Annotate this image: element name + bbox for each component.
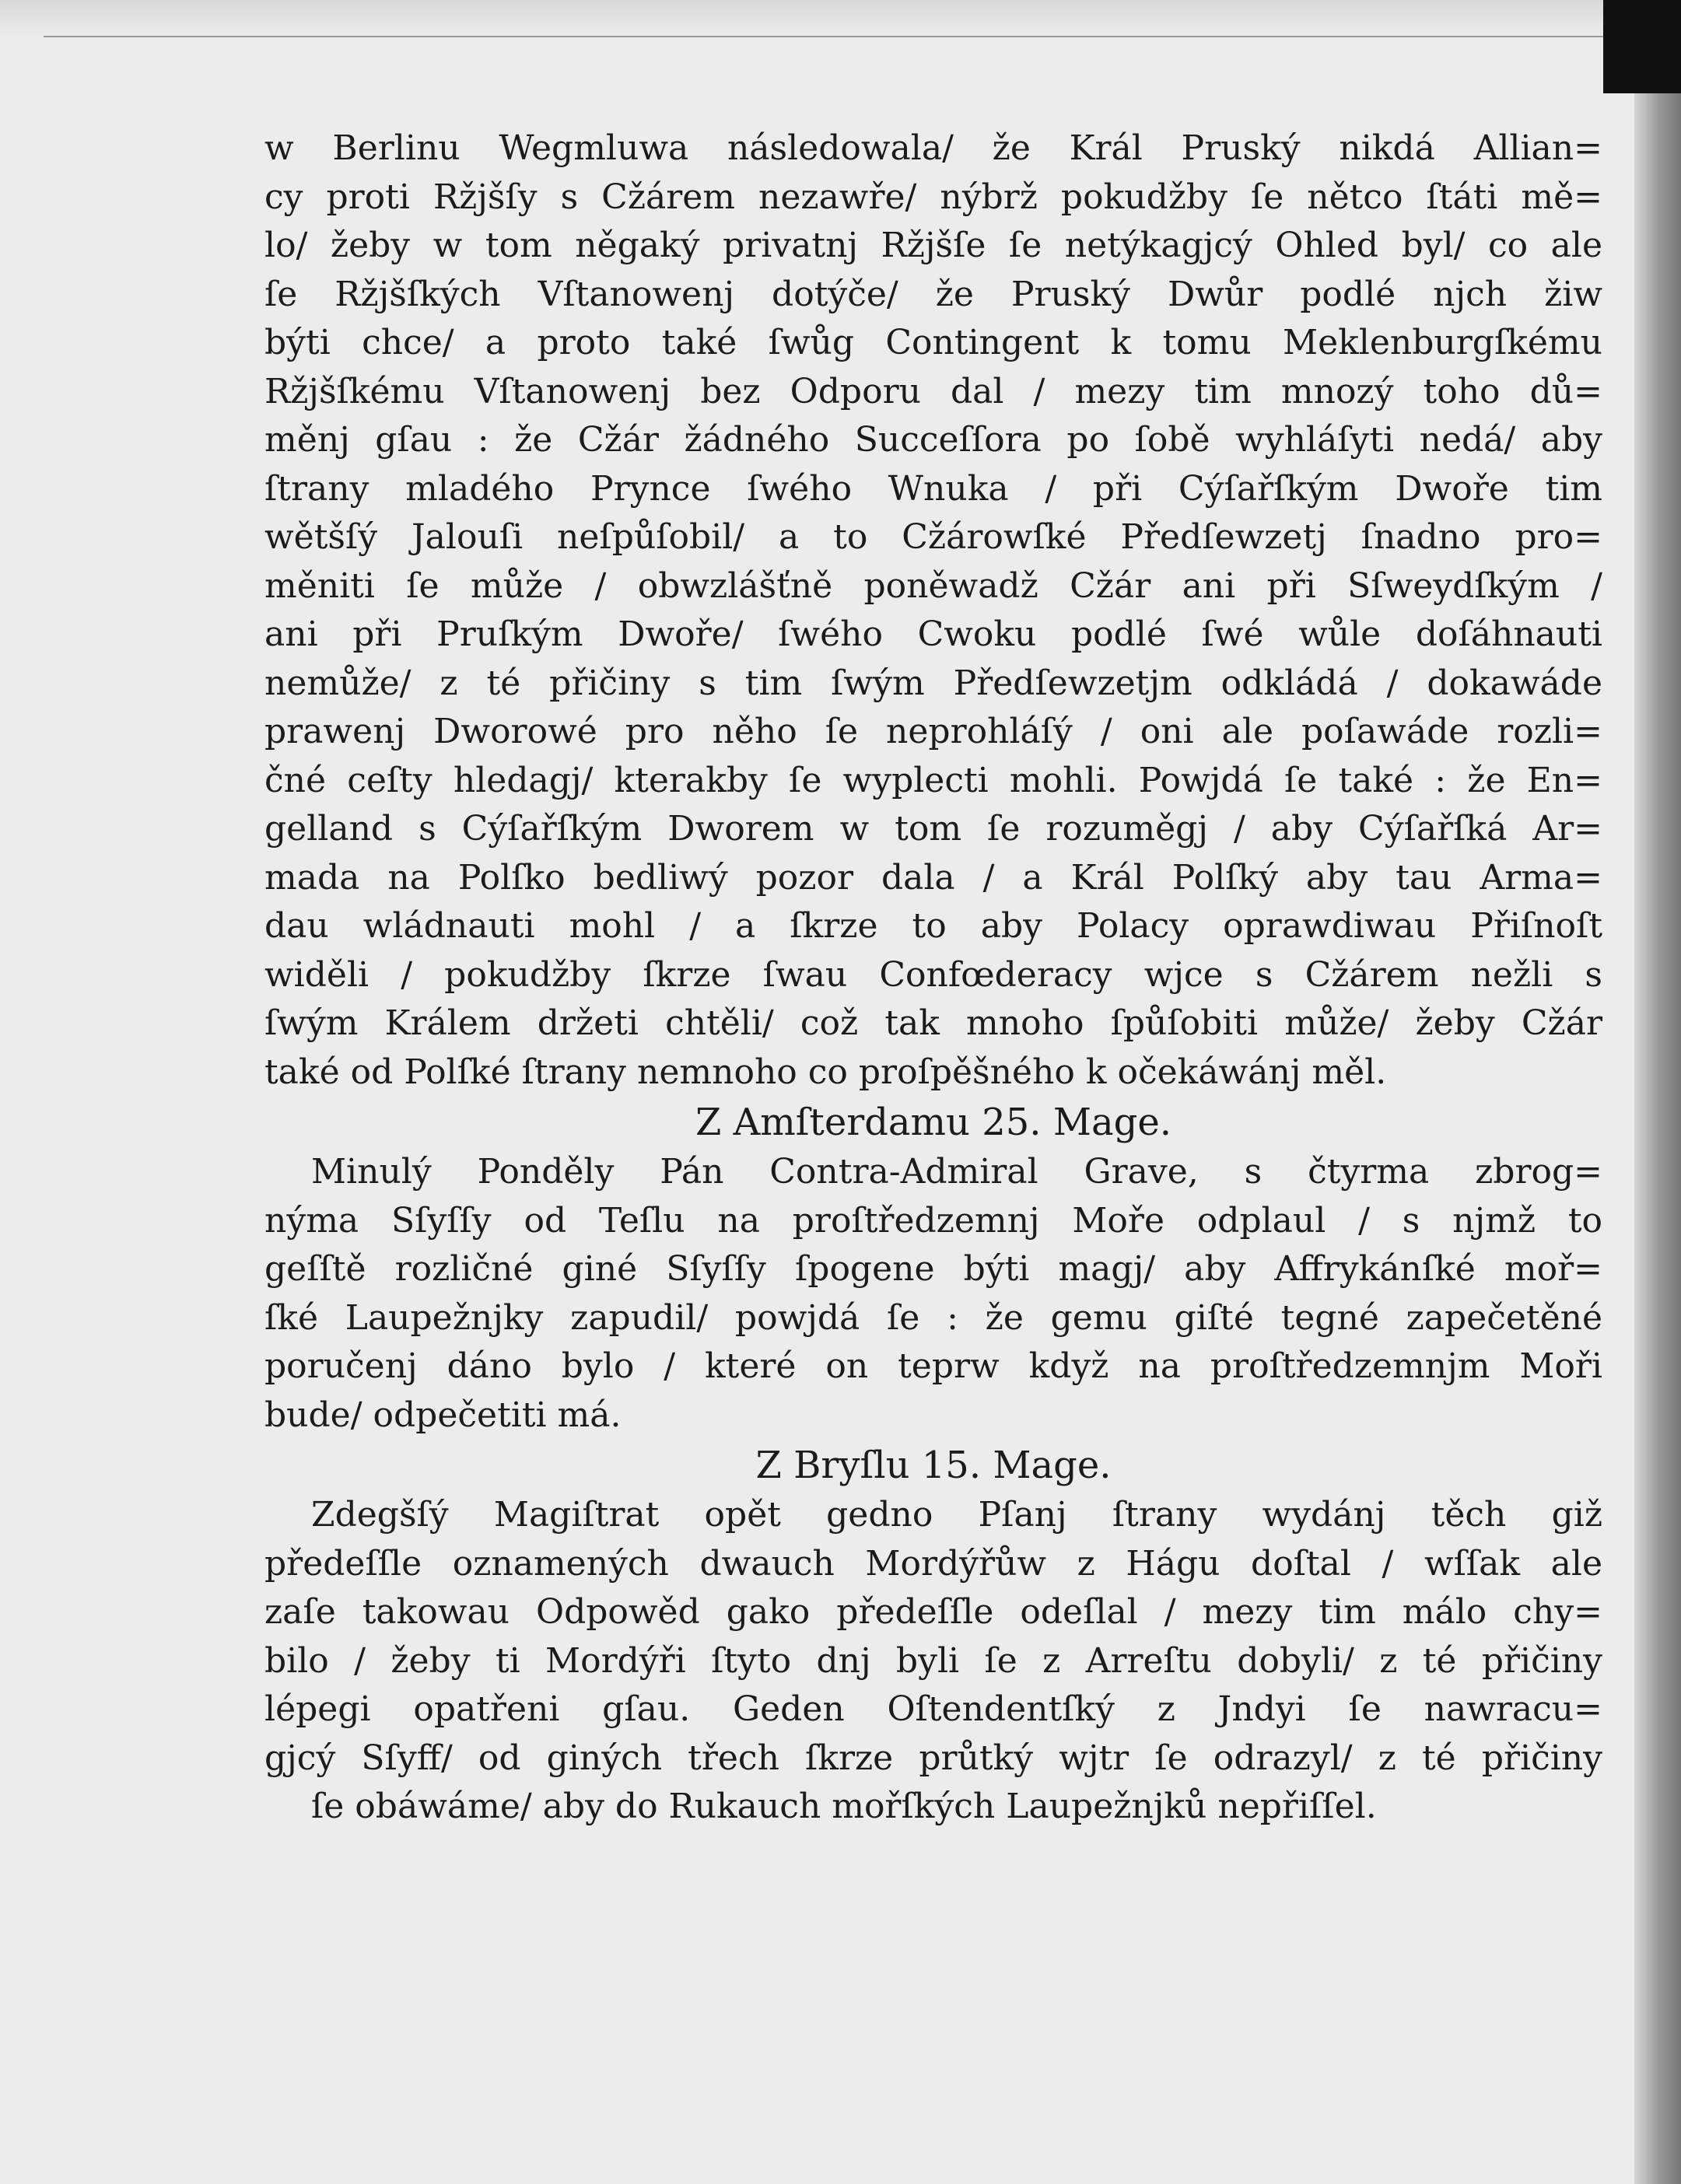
text-line: dau wládnauti mohl / a ſkrze to aby Polacy oprawdiwau Přiſnoſt — [264, 906, 1602, 946]
text-line: ſwým Králem držeti chtěli/ což tak mnoho ſpůſobiti může/ žeby Cžár — [264, 1003, 1602, 1043]
text-line: Zdegšſý Magiſtrat opět gedno Pſanj ſtrany wydánj těch giž — [311, 1495, 1602, 1535]
text-line: prawenj Dworowé pro něho ſe neprohláſý / oni ale poſawáde rozli= — [264, 712, 1602, 751]
text-line: čné ceſty hledagj/ kterakby ſe wyplecti mohli. Powjdá ſe také : že En= — [264, 760, 1602, 800]
text-line: Minulý Ponděly Pán Contra-Admiral Grave, s čtyrma zbrog= — [311, 1152, 1602, 1192]
page-right-edge-shadow — [1634, 0, 1681, 2184]
page-text-block — [264, 124, 1602, 1832]
text-line: bilo / žeby ti Mordýři ſtyto dnj byli ſe z Arreſtu dobyli/ z té přičiny — [264, 1640, 1602, 1681]
text-line: předeſſle oznamených dwauch Mordýřůw z Hágu doſtal / wſſak ale — [264, 1543, 1602, 1584]
text-line: lépegi opatřeni gſau. Geden Oſtendentſký z Jndyi ſe nawracu= — [264, 1689, 1602, 1729]
text-line: wětšſý Jalouſi neſpůſobil/ a to Cžárowſké Předſewzetj ſnadno pro= — [264, 517, 1602, 557]
text-line: Ržjšſkému Vſtanowenj bez Odporu dal / mezy tim mnozý toho dů= — [264, 371, 1602, 411]
page-fold-line — [44, 36, 1654, 37]
heading-brussels: Z Bryſlu 15. Mage. — [755, 1444, 1112, 1487]
text-line: ſe Ržjšſkých Vſtanowenj dotýče/ že Pruský Dwůr podlé njch žiw — [264, 274, 1602, 314]
text-line: ſké Laupežnjky zapudil/ powjdá ſe : že gemu giſté tegné zapečetěné — [264, 1297, 1602, 1338]
text-line: nemůže/ z té přičiny s tim ſwým Předſewzetjm odkládá / dokawáde — [264, 663, 1602, 703]
scan-border-corner — [1603, 0, 1681, 93]
page-top-edge — [0, 0, 1681, 37]
text-line: ſtrany mladého Prynce ſwého Wnuka / při Cýſařſkým Dwoře tim — [264, 468, 1602, 509]
text-line: cy proti Ržjšſy s Cžárem nezawře/ nýbrž pokudžby ſe nětco ſtáti mě= — [264, 177, 1602, 217]
article-brussels — [264, 1491, 1602, 1832]
article-amsterdam — [264, 1148, 1602, 1440]
text-line: lo/ žeby w tom něgaký privatnj Ržjšſe ſe netýkagjcý Ohled byl/ co ale — [264, 226, 1602, 265]
text-line: měnj gſau : že Cžár žádného Succeſſora po ſobě wyhláſyti nedá/ aby — [264, 420, 1602, 460]
article-berlin — [264, 124, 1602, 1097]
text-line: bude/ odpečetiti má. — [264, 1395, 622, 1435]
text-line: měniti ſe může / obwzlášťně poněwadž Cžár ani při Sſweydſkým / — [264, 565, 1602, 606]
text-line: gelland s Cýſařſkým Dworem w tom ſe rozuměgj / aby Cýſařſká Ar= — [264, 809, 1602, 849]
text-line: poručenj dáno bylo / které on teprw když na proſtředzemnjm Moři — [264, 1346, 1602, 1386]
text-line: ani při Pruſkým Dwoře/ ſwého Cwoku podlé ſwé wůle doſáhnauti — [264, 614, 1602, 654]
text-line: ſe obáwáme/ aby do Rukauch mořſkých Laupežnjků nepřiſſel. — [311, 1787, 1377, 1826]
text-line: mada na Polſko bedliwý pozor dala / a Král Polſký aby tau Arma= — [264, 857, 1602, 898]
text-line: geſſtě rozličné giné Sſyſſy ſpogene býti magj/ aby Affrykánſké moř= — [264, 1249, 1602, 1289]
text-line: zaſe takowau Odpowěd gako předeſſle odeſlal / mezy tim málo chy= — [264, 1592, 1602, 1632]
text-line: w Berlinu Wegmluwa následowala/ že Král Pruský nikdá Allian= — [264, 128, 1602, 168]
text-line: gjcý Sſyff/ od giných třech ſkrze průtký wjtr ſe odrazyl/ z té přičiny — [264, 1738, 1602, 1778]
heading-amsterdam: Z Amſterdamu 25. Mage. — [695, 1101, 1171, 1144]
text-line: nýma Sſyſſy od Teſlu na proſtředzemnj Moře odplaul / s njmž to — [264, 1200, 1602, 1241]
text-line: widěli / pokudžby ſkrze ſwau Confœderacy wjce s Cžárem nežli s — [264, 954, 1602, 995]
text-line: také od Polſké ſtrany nemnoho co proſpěšného k očekáwánj měl. — [264, 1052, 1387, 1092]
text-line: býti chce/ a proto také ſwůg Contingent k tomu Meklenburgſkému — [264, 323, 1602, 362]
